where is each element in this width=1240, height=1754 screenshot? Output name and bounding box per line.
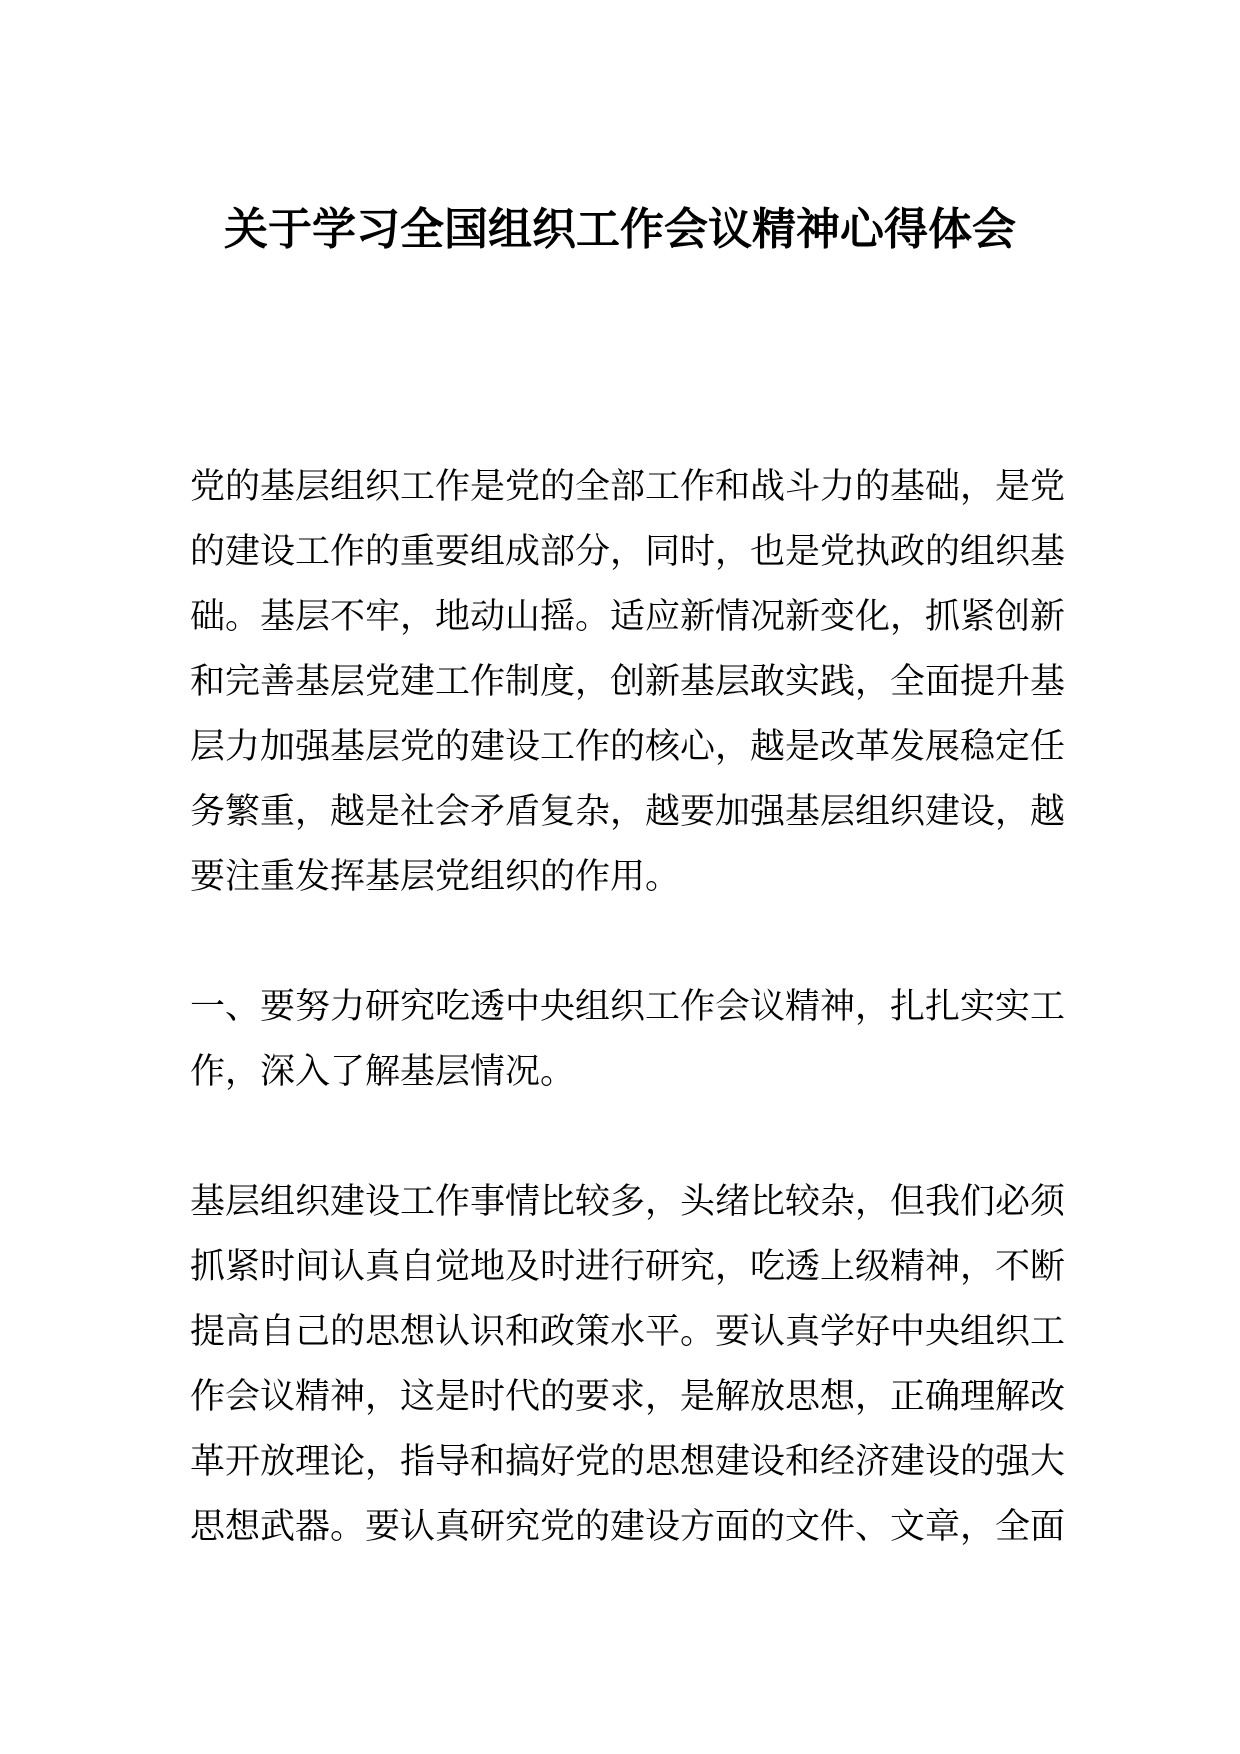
text-line: 务繁重，越是社会矛盾复杂，越要加强基层组织建设，越 [190,792,1066,832]
text-line: 作，深入了解基层情况。 [190,1052,576,1092]
text-line: 层力加强基层党的建设工作的核心，越是改革发展稳定任 [190,727,1066,767]
text-line: 的建设工作的重要组成部分，同时，也是党执政的组织基 [190,532,1066,572]
text-line: 抓紧时间认真自觉地及时进行研究，吃透上级精神，不断 [190,1247,1066,1287]
text-line: 基层组织建设工作事情比较多，头绪比较杂，但我们必须 [190,1182,1066,1222]
text-line: 作会议精神，这是时代的要求，是解放思想，正确理解改 [190,1377,1066,1417]
text-line: 革开放理论，指导和搞好党的思想建设和经济建设的强大 [190,1442,1066,1482]
text-line: 一、要努力研究吃透中央组织工作会议精神，扎扎实实工 [190,987,1066,1027]
text-line: 要注重发挥基层党组织的作用。 [190,857,681,897]
text-line: 思想武器。要认真研究党的建设方面的文件、文章，全面 [190,1507,1066,1547]
body-paragraph-1 [190,455,1066,910]
text-line: 础。基层不牢，地动山摇。适应新情况新变化，抓紧创新 [190,597,1066,637]
text-line: 提高自己的思想认识和政策水平。要认真学好中央组织工 [190,1312,1066,1352]
text-line: 和完善基层党建工作制度，创新基层敢实践，全面提升基 [190,662,1066,702]
text-line: 党的基层组织工作是党的全部工作和战斗力的基础，是党 [190,467,1066,507]
document-title: 关于学习全国组织工作会议精神心得体会 [224,204,1016,255]
body-paragraph-2 [190,1170,1066,1560]
section-heading-1 [190,975,1066,1105]
